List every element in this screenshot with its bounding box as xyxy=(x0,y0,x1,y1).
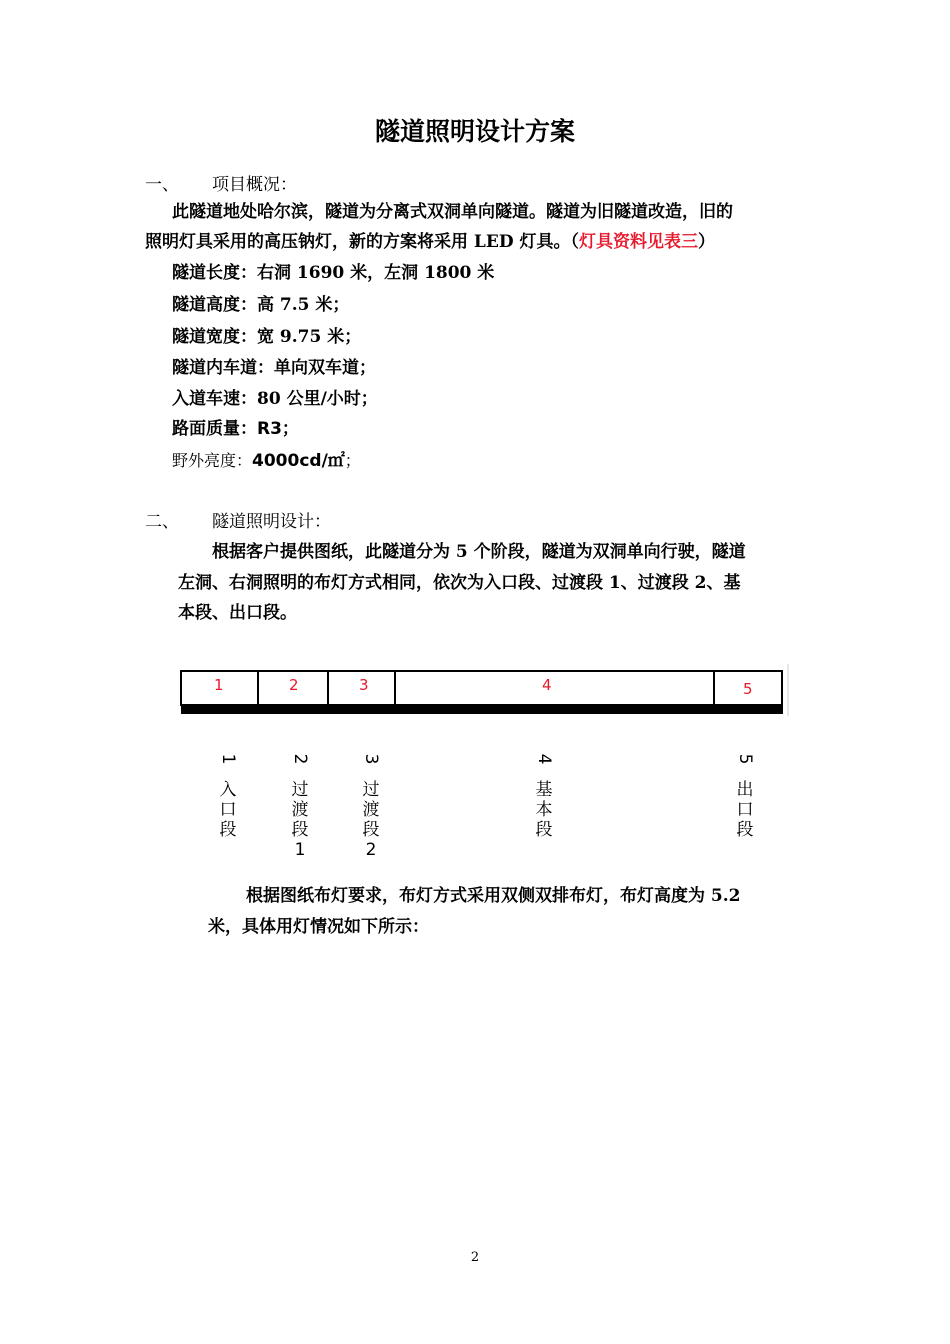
section2-para-line2: 左洞、右洞照明的布灯方式相同，依次为入口段、过渡段 1、过渡段 2、基 xyxy=(178,573,741,593)
tunnel-outline xyxy=(181,671,782,705)
segment-label-4: 4 xyxy=(542,676,552,694)
intro-close-paren: ） xyxy=(698,232,715,252)
road-quality xyxy=(172,414,299,444)
luminance-value: 4000cd/㎡ xyxy=(252,451,345,471)
page-number: 2 xyxy=(470,1250,480,1265)
segment-label-3: 3 xyxy=(359,676,369,694)
segment-name-4-num: 4 xyxy=(534,753,554,765)
section2-heading: 隧道照明设计： xyxy=(212,512,331,532)
segment-label-1: 1 xyxy=(214,676,224,694)
tunnel-height: 隧道高度：高 7.5 米； xyxy=(172,295,350,315)
segment-name-5 xyxy=(734,748,756,840)
section2-para-line1: 根据客户提供图纸，此隧道分为 5 个阶段，隧道为双洞单向行驶，隧道 xyxy=(212,542,746,562)
segment-name-3 xyxy=(360,748,382,860)
segment-name-2-num: 2 xyxy=(290,753,310,765)
section2-number: 二、 xyxy=(145,512,179,532)
section1-intro-line2 xyxy=(145,227,715,257)
segment-name-4 xyxy=(533,748,555,840)
segment-name-1-text: 入口段 xyxy=(219,780,237,840)
road-quality-value: R3 xyxy=(257,419,282,439)
section1-intro-line1: 此隧道地处哈尔滨，隧道为分离式双洞单向隧道。隧道为旧隧道改造，旧的 xyxy=(172,202,733,222)
outdoor-luminance xyxy=(172,446,361,476)
tunnel-lanes: 隧道内车道：单向双车道； xyxy=(172,358,376,378)
section1-heading: 项目概况： xyxy=(212,175,297,195)
section2-para2-line1: 根据图纸布灯要求，布灯方式采用双侧双排布灯，布灯高度为 5.2 xyxy=(246,886,741,906)
tunnel-floor-bar xyxy=(181,704,783,714)
segment-label-2: 2 xyxy=(289,676,299,694)
segment-name-2 xyxy=(289,748,311,860)
segment-name-4-text: 基本段 xyxy=(535,780,553,840)
section2-para2-line2: 米，具体用灯情况如下所示： xyxy=(208,917,429,937)
segment-name-3-text: 过渡段2 xyxy=(362,780,380,860)
section1-number: 一、 xyxy=(145,175,179,195)
intro-text: 照明灯具采用的高压钠灯，新的方案将采用 LED 灯具。（ xyxy=(145,232,579,252)
segment-name-5-num: 5 xyxy=(735,753,755,765)
tunnel-width: 隧道宽度：宽 9.75 米； xyxy=(172,327,362,347)
segment-name-2-text: 过渡段1 xyxy=(291,780,309,860)
road-quality-label: 路面质量： xyxy=(172,419,257,439)
tunnel-segment-diagram xyxy=(180,664,790,716)
segment-name-5-text: 出口段 xyxy=(736,780,754,840)
tunnel-diagram-svg xyxy=(180,664,790,716)
segment-name-1 xyxy=(217,748,239,840)
lamp-reference-note: 灯具资料见表三 xyxy=(579,232,698,252)
segment-label-5: 5 xyxy=(743,680,753,698)
road-quality-end: ； xyxy=(281,419,299,439)
section2-para-line3: 本段、出口段。 xyxy=(178,603,297,623)
luminance-label: 野外亮度： xyxy=(172,451,253,470)
page-title: 隧道照明设计方案 xyxy=(374,117,575,146)
luminance-end: ； xyxy=(344,451,361,470)
entry-speed: 入道车速：80 公里/小时； xyxy=(172,389,378,409)
tunnel-length: 隧道长度：右洞 1690 米，左洞 1800 米 xyxy=(172,263,495,283)
segment-name-1-num: 1 xyxy=(218,753,238,765)
segment-name-3-num: 3 xyxy=(361,753,381,765)
